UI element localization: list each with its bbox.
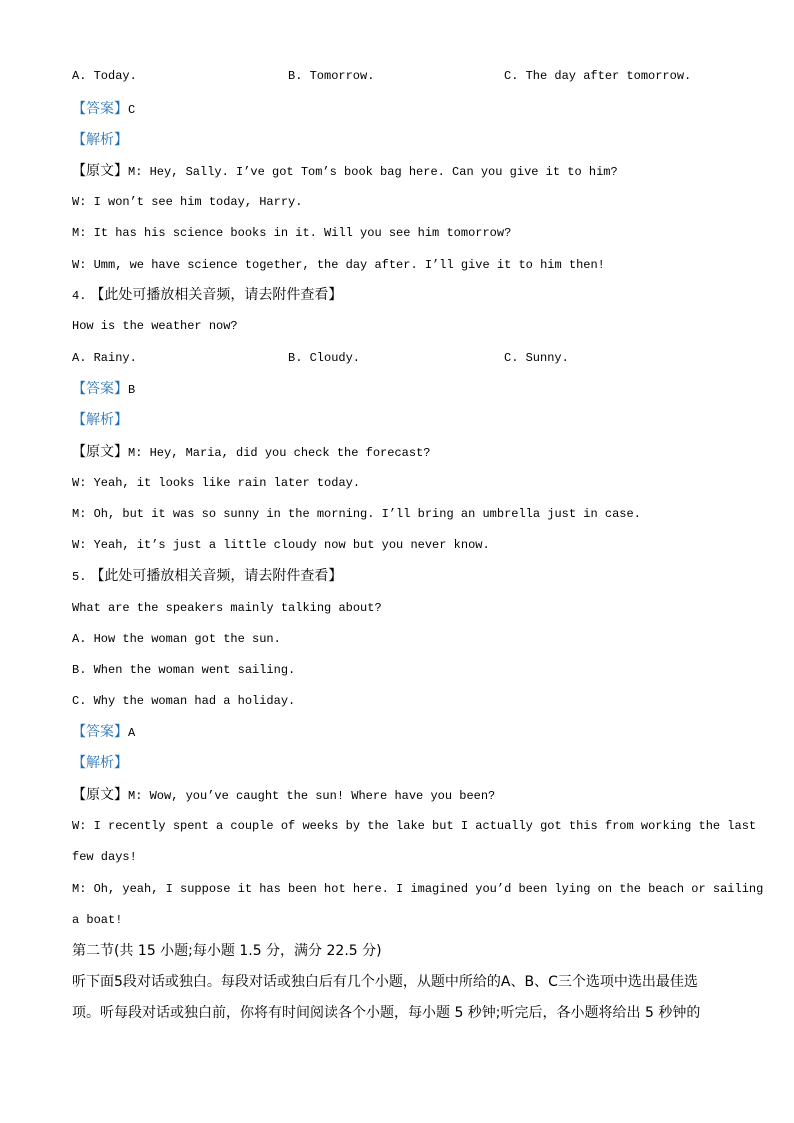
q3-option-b: B. Tomorrow. xyxy=(288,69,375,83)
q5-option-a: A. How the woman got the sun. xyxy=(72,632,281,646)
question-number: 4. xyxy=(72,289,87,303)
q4-option-a: A. Rainy. xyxy=(72,351,137,365)
audio-note: 【此处可播放相关音频，请去附件查看】 xyxy=(90,287,343,303)
script-label: 【原文】 xyxy=(72,444,128,460)
q3-option-a: A. Today. xyxy=(72,69,137,83)
q5-option-b: B. When the woman went sailing. xyxy=(72,663,296,677)
q3-script-line-2: W: I won’t see him today, Harry. xyxy=(72,195,303,209)
q5-question: What are the speakers mainly talking about? xyxy=(72,601,382,615)
q5-heading xyxy=(72,567,342,585)
q3-script-line-1: 【原文】M: Hey, Sally. I’ve got Tom’s book bag here. Can you give it to him? xyxy=(72,163,618,179)
q5-answer xyxy=(72,723,135,741)
answer-value: B xyxy=(128,383,136,397)
q4-script-line-2: W: Yeah, it looks like rain later today. xyxy=(72,476,361,490)
q4-option-c: C. Sunny. xyxy=(504,351,569,365)
q4-analysis-label: 【解析】 xyxy=(72,412,128,428)
q4-option-b: B. Cloudy. xyxy=(288,351,361,365)
q5-script-line-3: few days! xyxy=(72,850,137,864)
q4-script-line-4: W: Yeah, it’s just a little cloudy now but you never know. xyxy=(72,538,490,552)
script-label: 【原文】 xyxy=(72,787,128,803)
answer-value: A xyxy=(128,726,136,740)
q4-script-line-1: 【原文】M: Hey, Maria, did you check the forecast? xyxy=(72,444,431,460)
answer-label: 【答案】 xyxy=(72,381,128,397)
q3-script-line-4: W: Umm, we have science together, the day after. I’ll give it to him then! xyxy=(72,258,605,272)
answer-label: 【答案】 xyxy=(72,101,128,117)
q3-analysis-label: 【解析】 xyxy=(72,132,128,148)
section2-title: 第二节(共 15 小题;每小题 1.5 分，满分 22.5 分) xyxy=(72,943,382,959)
q5-script-line-5: a boat! xyxy=(72,913,123,927)
q5-script-line-4: M: Oh, yeah, I suppose it has been hot here. I imagined you’d been lying on the beach or sailing xyxy=(72,882,764,896)
section2-instructions-1: 听下面5段对话或独白。每段对话或独白后有几个小题，从题中所给的A、B、C三个选项中选出最佳选 xyxy=(72,974,698,990)
q3-option-c: C. The day after tomorrow. xyxy=(504,69,692,83)
answer-label: 【答案】 xyxy=(72,724,128,740)
q5-option-c: C. Why the woman had a holiday. xyxy=(72,694,296,708)
answer-value: C xyxy=(128,103,136,117)
q4-question: How is the weather now? xyxy=(72,319,238,333)
q3-answer xyxy=(72,100,135,118)
audio-note: 【此处可播放相关音频，请去附件查看】 xyxy=(90,568,343,584)
script-label: 【原文】 xyxy=(72,163,128,179)
q4-script-line-3: M: Oh, but it was so sunny in the morning. I’ll bring an umbrella just in case. xyxy=(72,507,641,521)
q4-answer xyxy=(72,380,135,398)
question-number: 5. xyxy=(72,570,87,584)
section2-instructions-2: 项。听每段对话或独白前，你将有时间阅读各个小题，每小题 5 秒钟;听完后，各小题将给出 5 秒钟的 xyxy=(72,1005,701,1021)
q5-analysis-label: 【解析】 xyxy=(72,755,128,771)
q5-script-line-2: W: I recently spent a couple of weeks by the lake but I actually got this from working the last xyxy=(72,819,757,833)
q4-heading xyxy=(72,286,342,304)
q5-script-line-1: 【原文】M: Wow, you’ve caught the sun! Where have you been? xyxy=(72,787,496,803)
q3-script-line-3: M: It has his science books in it. Will you see him tomorrow? xyxy=(72,226,512,240)
